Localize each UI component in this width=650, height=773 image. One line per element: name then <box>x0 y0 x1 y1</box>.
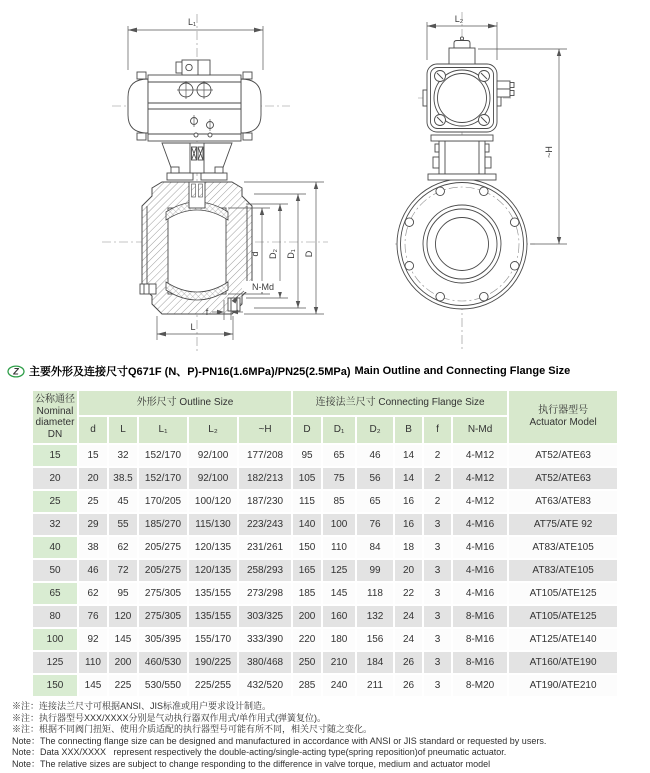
bolt-hole <box>405 218 414 227</box>
value-cell: 205/275 <box>139 560 187 581</box>
value-cell: 530/550 <box>139 675 187 696</box>
stem-cap <box>449 48 475 64</box>
value-cell: AT83/ATE105 <box>509 537 617 558</box>
value-cell: 20 <box>79 468 107 489</box>
value-cell: 100 <box>323 514 355 535</box>
col-B: B <box>395 417 422 443</box>
table-header <box>33 391 617 443</box>
value-cell: 3 <box>424 675 451 696</box>
value-cell: 4-M16 <box>453 583 507 604</box>
value-cell: 150 <box>293 537 321 558</box>
value-cell: 211 <box>357 675 393 696</box>
value-cell: 8-M20 <box>453 675 507 696</box>
note-line: Note：Data XXX/XXXX represent respectively the double-acting/single-acting type(spring reposition)of pneumatic actuator. <box>12 747 507 758</box>
value-cell: 177/208 <box>239 445 291 466</box>
value-cell: 100/120 <box>189 491 237 512</box>
value-cell: 333/390 <box>239 629 291 650</box>
value-cell: 4-M12 <box>453 445 507 466</box>
value-cell: 152/170 <box>139 468 187 489</box>
value-cell: 3 <box>424 537 451 558</box>
dn-cell: 150 <box>33 675 77 696</box>
dim-label-n-md: N-Md <box>252 282 274 292</box>
value-cell: 275/305 <box>139 606 187 627</box>
value-cell: 223/243 <box>239 514 291 535</box>
value-cell: 26 <box>395 652 422 673</box>
bolt-hole <box>436 292 445 301</box>
value-cell: 156 <box>357 629 393 650</box>
value-cell: AT52/ATE63 <box>509 468 617 489</box>
dn-cell: 50 <box>33 560 77 581</box>
value-cell: 65 <box>323 445 355 466</box>
value-cell: 135/155 <box>189 606 237 627</box>
header-outline-size: 外形尺寸 Outline Size <box>79 391 291 415</box>
value-cell: 120/135 <box>189 560 237 581</box>
valve-bore <box>168 208 226 294</box>
drain-plug <box>140 284 156 294</box>
dim-label-d1: D₁ <box>286 249 296 259</box>
value-cell: 4-M12 <box>453 491 507 512</box>
value-cell: 258/293 <box>239 560 291 581</box>
drawing-valve-side-view <box>40 2 380 360</box>
value-cell: 120 <box>109 606 137 627</box>
value-cell: 8-M16 <box>453 652 507 673</box>
value-cell: 29 <box>79 514 107 535</box>
value-cell: 190/225 <box>189 652 237 673</box>
value-cell: 220 <box>293 629 321 650</box>
value-cell: 170/205 <box>139 491 187 512</box>
bolt-hole <box>480 292 489 301</box>
value-cell: 38.5 <box>109 468 137 489</box>
value-cell: 85 <box>323 491 355 512</box>
actuator-end <box>423 37 514 132</box>
value-cell: 180 <box>323 629 355 650</box>
value-cell: 95 <box>293 445 321 466</box>
value-cell: 305/395 <box>139 629 187 650</box>
table-row <box>33 629 617 650</box>
dim-label-f: f <box>205 307 209 317</box>
table-row <box>33 537 617 558</box>
dn-cell: 80 <box>33 606 77 627</box>
value-cell: 225/255 <box>189 675 237 696</box>
value-cell: 432/520 <box>239 675 291 696</box>
table-row <box>33 606 617 627</box>
value-cell: 62 <box>79 583 107 604</box>
note-line: Note：The relative sizes are subject to change responding to the difference in valve torque, medium and actuator model <box>12 758 491 769</box>
value-cell: 185/270 <box>139 514 187 535</box>
value-cell: 92/100 <box>189 445 237 466</box>
dim-label-h: ~H <box>544 146 554 158</box>
value-cell: 15 <box>79 445 107 466</box>
value-cell: 225 <box>109 675 137 696</box>
table-body <box>33 445 617 696</box>
bolt-hole <box>510 218 519 227</box>
table-row <box>33 583 617 604</box>
value-cell: 132 <box>357 606 393 627</box>
value-cell: 3 <box>424 629 451 650</box>
value-cell: 2 <box>424 445 451 466</box>
table-row <box>33 445 617 466</box>
value-cell: 95 <box>109 583 137 604</box>
value-cell: 25 <box>79 491 107 512</box>
value-cell: 16 <box>395 514 422 535</box>
dn-cell: 125 <box>33 652 77 673</box>
value-cell: 152/170 <box>139 445 187 466</box>
value-cell: AT125/ATE140 <box>509 629 617 650</box>
value-cell: 182/213 <box>239 468 291 489</box>
value-cell: 3 <box>424 583 451 604</box>
value-cell: 4-M16 <box>453 537 507 558</box>
value-cell: 24 <box>395 629 422 650</box>
value-cell: 205/275 <box>139 537 187 558</box>
value-cell: 115 <box>293 491 321 512</box>
table-row <box>33 675 617 696</box>
value-cell: 135/155 <box>189 583 237 604</box>
value-cell: AT105/ATE125 <box>509 606 617 627</box>
value-cell: 285 <box>293 675 321 696</box>
value-cell: 184 <box>357 652 393 673</box>
value-cell: 62 <box>109 537 137 558</box>
value-cell: 303/325 <box>239 606 291 627</box>
page-title-en: Main Outline and Connecting Flange Size <box>354 365 571 377</box>
value-cell: 145 <box>79 675 107 696</box>
col-L1: L₁ <box>139 417 187 443</box>
bolt-hole <box>436 187 445 196</box>
value-cell: 240 <box>323 675 355 696</box>
value-cell: 231/261 <box>239 537 291 558</box>
dim-label-d: d <box>250 251 260 257</box>
col-N-Md: N-Md <box>453 417 507 443</box>
col-D1: D₁ <box>323 417 355 443</box>
actuator-side <box>128 60 261 141</box>
value-cell: 14 <box>395 445 422 466</box>
value-cell: 46 <box>357 445 393 466</box>
note-line: Note：The connecting flange size can be designed and manufactured in accordance with ANSI or JIS standard or requested by users. <box>12 735 547 746</box>
value-cell: 55 <box>109 514 137 535</box>
value-cell: 110 <box>323 537 355 558</box>
dn-cell: 20 <box>33 468 77 489</box>
value-cell: 118 <box>357 583 393 604</box>
value-cell: 200 <box>109 652 137 673</box>
value-cell: 3 <box>424 514 451 535</box>
value-cell: 125 <box>323 560 355 581</box>
table-row <box>33 652 617 673</box>
dn-cell: 40 <box>33 537 77 558</box>
value-cell: 187/230 <box>239 491 291 512</box>
table-row <box>33 491 617 512</box>
value-cell: 92 <box>79 629 107 650</box>
svg-text:Z: Z <box>13 366 19 377</box>
value-cell: 92/100 <box>189 468 237 489</box>
value-cell: 200 <box>293 606 321 627</box>
table-row <box>33 514 617 535</box>
value-cell: 46 <box>79 560 107 581</box>
value-cell: 26 <box>395 675 422 696</box>
value-cell: 105 <box>293 468 321 489</box>
flange-end-view <box>397 179 527 309</box>
value-cell: 110 <box>79 652 107 673</box>
dn-cell: 65 <box>33 583 77 604</box>
value-cell: 250 <box>293 652 321 673</box>
dn-cell: 15 <box>33 445 77 466</box>
dim-label-l: L <box>190 322 196 332</box>
value-cell: 8-M16 <box>453 629 507 650</box>
value-cell: 145 <box>109 629 137 650</box>
col-d: d <box>79 417 107 443</box>
flange-size-table <box>31 389 619 698</box>
note-line: ※注：根据不同阀门扭矩、使用介质适配的执行器型号可能有所不同，相关尺寸随之变化。 <box>12 724 373 735</box>
value-cell: 145 <box>323 583 355 604</box>
value-cell: 32 <box>109 445 137 466</box>
value-cell: 4-M16 <box>453 560 507 581</box>
value-cell: 275/305 <box>139 583 187 604</box>
value-cell: AT160/ATE190 <box>509 652 617 673</box>
value-cell: 16 <box>395 491 422 512</box>
bracket-end <box>428 135 496 180</box>
value-cell: 4-M12 <box>453 468 507 489</box>
note-line: ※注：连接法兰尺寸可根据ANSI、JIS标准或用户要求设计制造。 <box>12 701 272 711</box>
value-cell: 76 <box>357 514 393 535</box>
value-cell: 24 <box>395 606 422 627</box>
header-connecting-flange: 连接法兰尺寸 Connecting Flange Size <box>293 391 507 415</box>
header-actuator-model: 执行器型号 Actuator Model <box>509 391 617 443</box>
value-cell: 4-M16 <box>453 514 507 535</box>
value-cell: 155/170 <box>189 629 237 650</box>
dim-label-big-d: D <box>304 250 314 258</box>
air-port <box>497 89 510 97</box>
value-cell: 165 <box>293 560 321 581</box>
col-H: ~H <box>239 417 291 443</box>
value-cell: 75 <box>323 468 355 489</box>
value-cell: 72 <box>109 560 137 581</box>
value-cell: 3 <box>424 606 451 627</box>
note-line: ※注：执行器型号XXX/XXXX分别是气动执行器双作用式/单作用式(弹簧复位)。 <box>12 712 327 723</box>
value-cell: 120/135 <box>189 537 237 558</box>
col-L: L <box>109 417 137 443</box>
air-port <box>497 81 510 89</box>
value-cell: 76 <box>79 606 107 627</box>
table-row <box>33 560 617 581</box>
value-cell: AT105/ATE125 <box>509 583 617 604</box>
value-cell: 3 <box>424 560 451 581</box>
value-cell: 84 <box>357 537 393 558</box>
value-cell: 65 <box>357 491 393 512</box>
value-cell: 380/468 <box>239 652 291 673</box>
footnotes <box>12 701 546 771</box>
table-row <box>33 468 617 489</box>
bolt-hole <box>480 187 489 196</box>
value-cell: 460/530 <box>139 652 187 673</box>
value-cell: 160 <box>323 606 355 627</box>
value-cell: 2 <box>424 468 451 489</box>
dn-cell: 100 <box>33 629 77 650</box>
page-title-zh: 主要外形及连接尺寸Q671F (N、P)-PN16(1.6MPa)/PN25(2.5MPa) <box>29 366 351 378</box>
dim-label-l1: L₁ <box>187 17 197 27</box>
col-f: f <box>424 417 451 443</box>
dim-label-d2: D₂ <box>268 249 278 259</box>
value-cell: 18 <box>395 537 422 558</box>
value-cell: 99 <box>357 560 393 581</box>
value-cell: AT52/ATE63 <box>509 445 617 466</box>
value-cell: 185 <box>293 583 321 604</box>
value-cell: 115/130 <box>189 514 237 535</box>
value-cell: 140 <box>293 514 321 535</box>
section-title-row <box>7 363 570 379</box>
col-D: D <box>293 417 321 443</box>
value-cell: 8-M16 <box>453 606 507 627</box>
value-cell: AT83/ATE105 <box>509 560 617 581</box>
value-cell: 45 <box>109 491 137 512</box>
value-cell: AT63/ATE83 <box>509 491 617 512</box>
value-cell: 22 <box>395 583 422 604</box>
value-cell: AT190/ATE210 <box>509 675 617 696</box>
dim-label-l2: L₂ <box>454 14 464 24</box>
bolt-hole <box>405 262 414 271</box>
value-cell: 210 <box>323 652 355 673</box>
col-D2: D₂ <box>357 417 393 443</box>
drawing-valve-end-view <box>393 2 633 360</box>
value-cell: 14 <box>395 468 422 489</box>
brand-logo-icon <box>7 365 25 378</box>
value-cell: 273/298 <box>239 583 291 604</box>
value-cell: 3 <box>424 652 451 673</box>
value-cell: AT75/ATE 92 <box>509 514 617 535</box>
value-cell: 2 <box>424 491 451 512</box>
header-nominal-diameter: 公称通径 Nominal diameter DN <box>33 391 77 443</box>
value-cell: 56 <box>357 468 393 489</box>
dn-cell: 25 <box>33 491 77 512</box>
col-L2: L₂ <box>189 417 237 443</box>
value-cell: 38 <box>79 537 107 558</box>
bolt-hole <box>510 262 519 271</box>
value-cell: 20 <box>395 560 422 581</box>
dn-cell: 32 <box>33 514 77 535</box>
